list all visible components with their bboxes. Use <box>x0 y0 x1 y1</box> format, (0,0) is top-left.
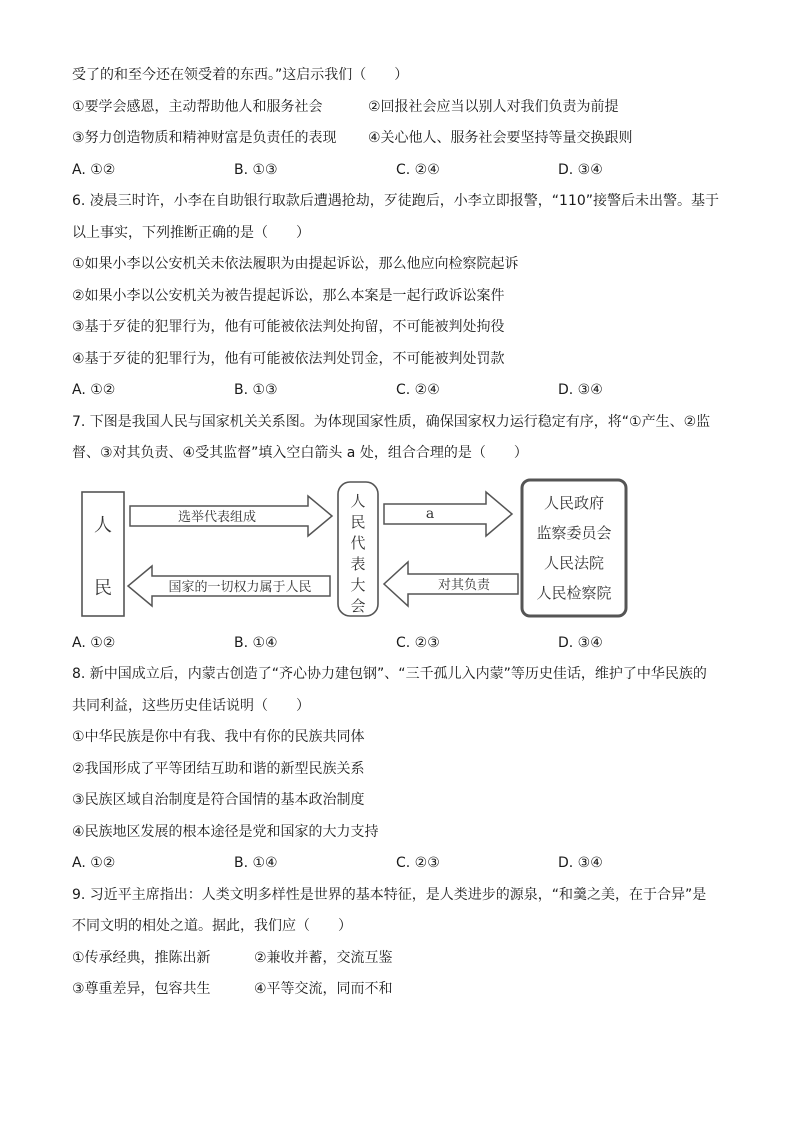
q8-option-d[interactable]: D. ③④ <box>558 855 603 871</box>
people-label-top: 人 <box>94 514 112 536</box>
q8-option-a[interactable]: A. ①② <box>72 855 116 871</box>
organ-court: 人民法院 <box>543 553 605 572</box>
q6-options <box>72 375 732 407</box>
q8-statement-2: ②我国形成了平等团结互助和谐的新型民族关系 <box>72 760 365 777</box>
q5-option-c[interactable]: C. ②④ <box>396 161 440 178</box>
q6-option-b[interactable]: B. ①③ <box>234 382 278 398</box>
q6-option-c[interactable]: C. ②④ <box>396 382 440 398</box>
q9-stem-line2: 不同文明的相处之道。据此，我们应（ ） <box>72 918 352 934</box>
npc-char-2: 民 <box>350 512 366 531</box>
q5-options <box>72 155 732 187</box>
blank-arrow-a[interactable] <box>384 492 512 536</box>
organ-supervisory-commission: 监察委员会 <box>536 523 612 542</box>
q9-stem-line1: 9. 习近平主席指出：人类文明多样性是世界的基本特征，是人类进步的源泉，“和羹之美，在于合异”是 <box>72 886 707 903</box>
q5-statement-3: ③努力创造物质和精神财富是负责任的表现 <box>72 130 337 146</box>
q6-statement-3: ③基于歹徒的犯罪行为，他有可能被依法判处拘留，不可能被判处拘役 <box>72 319 505 335</box>
q8-option-b[interactable]: B. ①④ <box>234 855 278 871</box>
q7-option-a[interactable]: A. ①② <box>72 634 116 651</box>
responsible-arrow-label: 对其负责 <box>437 577 491 593</box>
q9-statements-row2 <box>72 974 732 1006</box>
elect-arrow-label: 选举代表组成 <box>177 509 257 525</box>
diagram-svg <box>72 476 632 624</box>
npc-char-6: 会 <box>350 596 366 615</box>
power-arrow-label: 国家的一切权力属于人民 <box>168 579 312 595</box>
npc-char-4: 表 <box>350 554 366 573</box>
q9-statement-1: ①传承经典，推陈出新 <box>72 949 211 966</box>
q7-option-d[interactable]: D. ③④ <box>558 634 603 651</box>
q9-statement-2: ②兼收并蓄，交流互鉴 <box>254 949 393 966</box>
q9-statements-row1 <box>72 943 732 975</box>
people-state-organs-diagram <box>72 476 732 624</box>
q5-statement-2: ②回报社会应当以别人对我们负责为前提 <box>368 98 619 115</box>
q9-statement-4: ④平等交流，同而不和 <box>254 981 393 997</box>
q5-option-b[interactable]: B. ①③ <box>234 161 278 178</box>
q5-statement-4: ④关心他人、服务社会要坚持等量交换跟则 <box>368 130 633 146</box>
npc-char-5: 大 <box>350 575 366 594</box>
q8-statement-3: ③民族区域自治制度是符合国情的基本政治制度 <box>72 792 365 808</box>
q8-options <box>72 848 732 880</box>
q7-stem-line2: 督、③对其负责、④受其监督”填入空白箭头 a 处，组合合理的是（ ） <box>72 445 528 461</box>
q8-statement-1: ①中华民族是你中有我、我中有你的民族共同体 <box>72 729 365 745</box>
npc-char-1: 人 <box>350 491 366 510</box>
q6-stem-line2: 以上事实，下列推断正确的是（ ） <box>72 224 310 241</box>
q8-option-c[interactable]: C. ②③ <box>396 855 440 871</box>
q6-option-d[interactable]: D. ③④ <box>558 382 603 398</box>
q7-stem-line1: 7. 下图是我国人民与国家机关关系图。为体现国家性质，确保国家权力运行稳定有序，将“①产生、②监 <box>72 413 711 430</box>
q7-option-c[interactable]: C. ②③ <box>396 634 440 651</box>
q5-option-d[interactable]: D. ③④ <box>558 161 603 178</box>
exam-page <box>72 60 732 1006</box>
q6-statement-1: ①如果小李以公安机关未依法履职为由提起诉讼，那么他应向检察院起诉 <box>72 256 519 272</box>
q5-option-a[interactable]: A. ①② <box>72 161 116 178</box>
q6-option-a[interactable]: A. ①② <box>72 382 116 398</box>
q5-statements-row1 <box>72 92 732 124</box>
q6-statement-4: ④基于歹徒的犯罪行为，他有可能被依法判处罚金，不可能被判处罚款 <box>72 350 505 367</box>
organ-procuratorate: 人民检察院 <box>536 583 612 602</box>
organ-government: 人民政府 <box>543 493 605 512</box>
q9-statement-3: ③尊重差异，包容共生 <box>72 981 211 997</box>
q5-statements-row2 <box>72 123 732 155</box>
people-label-bottom: 民 <box>94 577 112 599</box>
q6-stem-line1: 6. 凌晨三时许，小李在自助银行取款后遭遇抢劫，歹徒跑后，小李立即报警，“110”接警后未出警。基于 <box>72 193 720 209</box>
q6-statement-2: ②如果小李以公安机关为被告提起诉讼，那么本案是一起行政诉讼案件 <box>72 287 505 304</box>
q5-stem-tail: 受了的和至今还在领受着的东西。”这启示我们（ ） <box>72 67 409 83</box>
q7-option-b[interactable]: B. ①④ <box>234 634 278 651</box>
q8-statement-4: ④民族地区发展的根本途径是党和国家的大力支持 <box>72 823 379 840</box>
q5-statement-1: ①要学会感恩，主动帮助他人和服务社会 <box>72 98 323 115</box>
q7-options <box>72 628 732 660</box>
blank-arrow-a-label: a <box>425 505 435 522</box>
npc-char-3: 代 <box>350 533 366 552</box>
q8-stem-line2: 共同利益，这些历史佳话说明（ ） <box>72 697 310 714</box>
q8-stem-line1: 8. 新中国成立后，内蒙古创造了“齐心协力建包钢”、“三千孤儿入内蒙”等历史佳话，维护了中华民族的 <box>72 666 707 682</box>
